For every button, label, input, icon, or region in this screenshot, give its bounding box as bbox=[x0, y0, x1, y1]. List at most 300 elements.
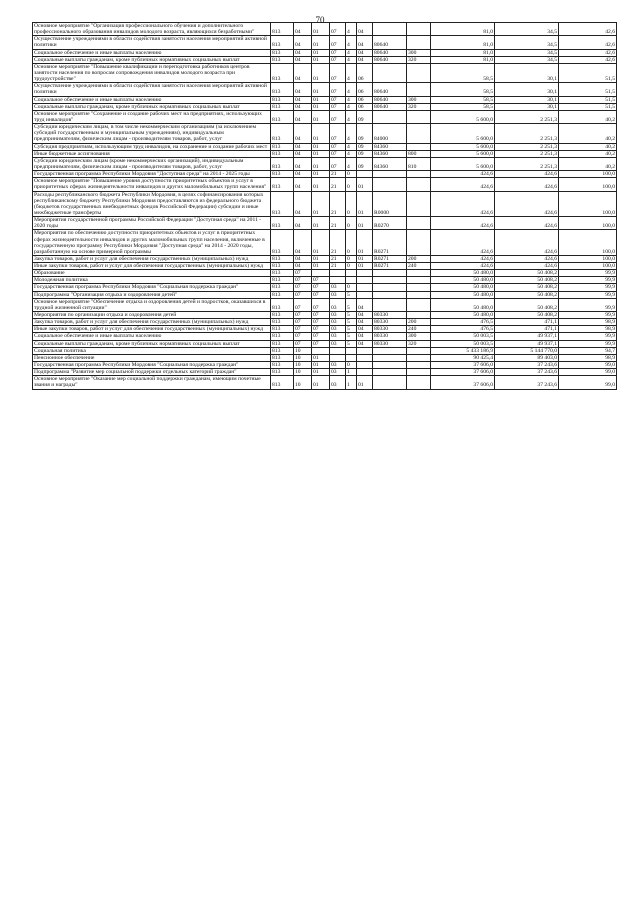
table-row bbox=[33, 376, 617, 389]
ministry-code: 813 bbox=[271, 23, 294, 36]
planned-amount: 50 480,0 bbox=[431, 277, 495, 284]
ministry-code: 813 bbox=[271, 284, 294, 291]
executed-amount: 424,6 bbox=[495, 178, 559, 191]
planned-amount: 50 480,0 bbox=[431, 312, 495, 319]
ministry-code: 813 bbox=[271, 96, 294, 103]
subsection-code: 01 bbox=[312, 96, 330, 103]
executed-amount: 2 251,3 bbox=[495, 124, 559, 143]
planned-amount: 81,0 bbox=[431, 36, 495, 49]
program-code bbox=[330, 347, 346, 354]
executed-amount: 424,6 bbox=[495, 171, 559, 178]
measure-code: 04 bbox=[357, 49, 373, 56]
section-code: 04 bbox=[294, 36, 312, 49]
executed-amount: 424,6 bbox=[495, 255, 559, 262]
subsection-code: 01 bbox=[312, 191, 330, 217]
program-code: 03 bbox=[330, 333, 346, 340]
execution-percent: 100,0 bbox=[559, 230, 617, 256]
planned-amount: 424,6 bbox=[431, 263, 495, 270]
planned-amount: 476,5 bbox=[431, 319, 495, 326]
execution-percent: 99,9 bbox=[559, 277, 617, 284]
executed-amount: 2 251,3 bbox=[495, 110, 559, 123]
table-row bbox=[33, 124, 617, 143]
execution-percent: 100,0 bbox=[559, 217, 617, 230]
subsection-code: 01 bbox=[312, 110, 330, 123]
row-name: Государственная программа Республики Мордовия "Доступная среда" на 2014 - 2025 годы bbox=[33, 171, 271, 178]
table-row bbox=[33, 178, 617, 191]
execution-percent: 100,0 bbox=[559, 178, 617, 191]
expense-type-code bbox=[407, 124, 431, 143]
execution-percent: 51,5 bbox=[559, 103, 617, 110]
direction-code bbox=[373, 284, 407, 291]
row-name: Социальные выплаты гражданам, кроме публичных нормативных социальных выплат bbox=[33, 340, 271, 347]
program-code: 07 bbox=[330, 143, 346, 150]
expense-type-code bbox=[407, 291, 431, 298]
program-code: 03 bbox=[330, 298, 346, 311]
program-code: 03 bbox=[330, 369, 346, 376]
executed-amount: 424,6 bbox=[495, 263, 559, 270]
expense-type-code bbox=[407, 298, 431, 311]
measure-code: 04 bbox=[357, 23, 373, 36]
executed-amount: 471,1 bbox=[495, 319, 559, 326]
measure-code: 06 bbox=[357, 96, 373, 103]
direction-code: 80640 bbox=[373, 56, 407, 63]
section-code: 07 bbox=[294, 270, 312, 277]
expense-type-code: 800 bbox=[407, 150, 431, 157]
ministry-code: 813 bbox=[271, 110, 294, 123]
expense-type-code bbox=[407, 191, 431, 217]
executed-amount: 2 251,3 bbox=[495, 157, 559, 170]
ministry-code: 813 bbox=[271, 143, 294, 150]
section-code: 07 bbox=[294, 326, 312, 333]
table-row bbox=[33, 110, 617, 123]
execution-percent: 40,2 bbox=[559, 124, 617, 143]
table-row bbox=[33, 171, 617, 178]
direction-code: R0271 bbox=[373, 255, 407, 262]
measure-code: 09 bbox=[357, 110, 373, 123]
subsection-code: 01 bbox=[312, 49, 330, 56]
subprogram-code: 1 bbox=[346, 369, 357, 376]
subsection-code: 07 bbox=[312, 298, 330, 311]
row-name: Социальное обеспечение и иные выплаты населению bbox=[33, 96, 271, 103]
section-code: 04 bbox=[294, 178, 312, 191]
section-code: 07 bbox=[294, 333, 312, 340]
table-row bbox=[33, 347, 617, 354]
section-code: 04 bbox=[294, 157, 312, 170]
row-name: Мероприятия государственной программы Российской Федерации "Доступная среда" на 2011 - 2020 годы bbox=[33, 217, 271, 230]
section-code: 04 bbox=[294, 143, 312, 150]
subsection-code: 01 bbox=[312, 376, 330, 389]
subsection-code: 01 bbox=[312, 150, 330, 157]
direction-code: 80330 bbox=[373, 319, 407, 326]
executed-amount: 37 243,6 bbox=[495, 369, 559, 376]
subsection-code: 01 bbox=[312, 143, 330, 150]
section-code: 04 bbox=[294, 103, 312, 110]
program-code: 07 bbox=[330, 36, 346, 49]
expense-type-code bbox=[407, 63, 431, 82]
executed-amount: 37 243,6 bbox=[495, 362, 559, 369]
ministry-code: 813 bbox=[271, 376, 294, 389]
execution-percent: 100,0 bbox=[559, 255, 617, 262]
planned-amount: 50 480,0 bbox=[431, 270, 495, 277]
row-name: Иные закупки товаров, работ и услуг для обеспечения государственных (муниципальных) нужд bbox=[33, 326, 271, 333]
table-row bbox=[33, 49, 617, 56]
measure-code bbox=[357, 270, 373, 277]
row-name: Основное мероприятие "Обеспечение отдыха и оздоровления детей и подростков, оказавшихся в трудной жизненной ситуации" bbox=[33, 298, 271, 311]
expense-type-code bbox=[407, 178, 431, 191]
subprogram-code: 4 bbox=[346, 143, 357, 150]
program-code: 07 bbox=[330, 110, 346, 123]
program-code: 03 bbox=[330, 326, 346, 333]
execution-percent: 98,9 bbox=[559, 319, 617, 326]
executed-amount: 2 251,3 bbox=[495, 150, 559, 157]
row-name: Государственная программа Республики Мордовия "Социальная поддержка граждан" bbox=[33, 284, 271, 291]
planned-amount: 476,5 bbox=[431, 326, 495, 333]
ministry-code: 813 bbox=[271, 255, 294, 262]
subprogram-code bbox=[346, 347, 357, 354]
measure-code: 09 bbox=[357, 124, 373, 143]
program-code bbox=[330, 354, 346, 361]
direction-code bbox=[373, 270, 407, 277]
table-row bbox=[33, 157, 617, 170]
row-name: Пенсионное обеспечение bbox=[33, 354, 271, 361]
measure-code bbox=[357, 277, 373, 284]
subprogram-code: 5 bbox=[346, 291, 357, 298]
subsection-code: 01 bbox=[312, 217, 330, 230]
table-row bbox=[33, 291, 617, 298]
row-name: Субсидия предприятиям, использующим труд инвалидов, на сохранение и создание рабочих мест bbox=[33, 143, 271, 150]
planned-amount: 424,6 bbox=[431, 191, 495, 217]
subsection-code: 01 bbox=[312, 83, 330, 96]
executed-amount: 49 937,1 bbox=[495, 333, 559, 340]
section-code: 10 bbox=[294, 376, 312, 389]
expense-type-code bbox=[407, 270, 431, 277]
ministry-code: 813 bbox=[271, 340, 294, 347]
direction-code bbox=[373, 354, 407, 361]
execution-percent: 98,9 bbox=[559, 326, 617, 333]
table-row bbox=[33, 354, 617, 361]
direction-code bbox=[373, 63, 407, 82]
subprogram-code: 0 bbox=[346, 178, 357, 191]
program-code bbox=[330, 277, 346, 284]
subsection-code: 01 bbox=[312, 23, 330, 36]
expense-type-code: 320 bbox=[407, 103, 431, 110]
planned-amount: 5 600,0 bbox=[431, 110, 495, 123]
expense-type-code bbox=[407, 36, 431, 49]
executed-amount: 50 408,2 bbox=[495, 284, 559, 291]
row-name: Основное мероприятие "Повышение уровня доступности приоритетных объектов и услуг в приоритетных сферах жизнедеятельности инвалидов и других маломобильных групп населения" bbox=[33, 178, 271, 191]
direction-code: R0000 bbox=[373, 191, 407, 217]
row-name: Мероприятия по обеспечению доступности приоритетных объектов и услуг в приоритетных сферах жизнедеятельности инвалидов и других маломобильных групп населения, включенные в государственную программу Республики Мордовия "Доступная среда" на 2014 - 2020 годы, разработанную на основе примерной программы bbox=[33, 230, 271, 256]
planned-amount: 424,6 bbox=[431, 178, 495, 191]
measure-code: 01 bbox=[357, 191, 373, 217]
subsection-code: 01 bbox=[312, 56, 330, 63]
subprogram-code bbox=[346, 277, 357, 284]
table-row bbox=[33, 56, 617, 63]
subsection-code: 01 bbox=[312, 124, 330, 143]
program-code: 07 bbox=[330, 83, 346, 96]
direction-code: R0271 bbox=[373, 263, 407, 270]
section-code: 07 bbox=[294, 298, 312, 311]
planned-amount: 424,6 bbox=[431, 171, 495, 178]
executed-amount: 34,5 bbox=[495, 49, 559, 56]
execution-percent: 40,2 bbox=[559, 157, 617, 170]
planned-amount: 424,6 bbox=[431, 217, 495, 230]
expense-type-code bbox=[407, 83, 431, 96]
executed-amount: 37 243,6 bbox=[495, 376, 559, 389]
expense-type-code: 300 bbox=[407, 96, 431, 103]
table-row bbox=[33, 340, 617, 347]
execution-percent: 99,0 bbox=[559, 362, 617, 369]
measure-code bbox=[357, 284, 373, 291]
subprogram-code: 0 bbox=[346, 255, 357, 262]
table-row bbox=[33, 63, 617, 82]
measure-code: 06 bbox=[357, 63, 373, 82]
table-row bbox=[33, 96, 617, 103]
budget-table bbox=[32, 22, 617, 390]
subprogram-code: 0 bbox=[346, 362, 357, 369]
program-code: 21 bbox=[330, 178, 346, 191]
direction-code: R0271 bbox=[373, 230, 407, 256]
execution-percent: 99,9 bbox=[559, 284, 617, 291]
section-code: 07 bbox=[294, 340, 312, 347]
section-code: 04 bbox=[294, 191, 312, 217]
table-row bbox=[33, 83, 617, 96]
section-code: 04 bbox=[294, 49, 312, 56]
direction-code: 80640 bbox=[373, 49, 407, 56]
subprogram-code: 1 bbox=[346, 376, 357, 389]
section-code: 07 bbox=[294, 291, 312, 298]
row-name: Закупка товаров, работ и услуг для обеспечения государственных (муниципальных) нужд bbox=[33, 319, 271, 326]
row-name: Основное мероприятие "Сохранение и создание рабочих мест на предприятиях, использующих труд инвалидов" bbox=[33, 110, 271, 123]
ministry-code: 813 bbox=[271, 36, 294, 49]
subsection-code bbox=[312, 347, 330, 354]
subsection-code bbox=[312, 270, 330, 277]
subprogram-code: 5 bbox=[346, 319, 357, 326]
table-row bbox=[33, 255, 617, 262]
subsection-code: 07 bbox=[312, 319, 330, 326]
expense-type-code bbox=[407, 376, 431, 389]
row-name: Расходы республиканского бюджета Республики Мордовия, в целях софинансирования которых республиканскому бюджету Республики Мордовия предоставляются из федерального бюджета (бюджетов государственных внебюджетных фондов Российской Федерации) субсидии и иные межбюджетные трансферты bbox=[33, 191, 271, 217]
section-code: 04 bbox=[294, 23, 312, 36]
table-row bbox=[33, 270, 617, 277]
subsection-code: 01 bbox=[312, 230, 330, 256]
program-code: 03 bbox=[330, 291, 346, 298]
subprogram-code bbox=[346, 270, 357, 277]
execution-percent: 51,5 bbox=[559, 83, 617, 96]
execution-percent: 100,0 bbox=[559, 191, 617, 217]
execution-percent: 40,2 bbox=[559, 143, 617, 150]
measure-code: 04 bbox=[357, 326, 373, 333]
direction-code: 80640 bbox=[373, 36, 407, 49]
direction-code: R0270 bbox=[373, 217, 407, 230]
subprogram-code: 0 bbox=[346, 230, 357, 256]
execution-percent: 51,5 bbox=[559, 96, 617, 103]
execution-percent: 100,0 bbox=[559, 263, 617, 270]
direction-code bbox=[373, 362, 407, 369]
table-row bbox=[33, 263, 617, 270]
ministry-code: 813 bbox=[271, 124, 294, 143]
section-code: 10 bbox=[294, 369, 312, 376]
direction-code bbox=[373, 110, 407, 123]
direction-code: 80330 bbox=[373, 333, 407, 340]
section-code: 04 bbox=[294, 230, 312, 256]
executed-amount: 34,5 bbox=[495, 56, 559, 63]
planned-amount: 58,5 bbox=[431, 63, 495, 82]
execution-percent: 100,0 bbox=[559, 171, 617, 178]
direction-code: 84360 bbox=[373, 143, 407, 150]
direction-code bbox=[373, 178, 407, 191]
execution-percent: 99,9 bbox=[559, 291, 617, 298]
row-name: Подпрограмма "Развитие мер социальной поддержки отдельных категорий граждан" bbox=[33, 369, 271, 376]
planned-amount: 58,5 bbox=[431, 103, 495, 110]
row-name: Социальные выплаты гражданам, кроме публичных нормативных социальных выплат bbox=[33, 56, 271, 63]
expense-type-code bbox=[407, 284, 431, 291]
program-code: 07 bbox=[330, 23, 346, 36]
subsection-code: 07 bbox=[312, 326, 330, 333]
measure-code: 09 bbox=[357, 157, 373, 170]
ministry-code: 813 bbox=[271, 326, 294, 333]
program-code bbox=[330, 270, 346, 277]
section-code: 07 bbox=[294, 312, 312, 319]
planned-amount: 5 600,0 bbox=[431, 143, 495, 150]
execution-percent: 99,9 bbox=[559, 340, 617, 347]
expense-type-code bbox=[407, 312, 431, 319]
expense-type-code bbox=[407, 143, 431, 150]
executed-amount: 424,6 bbox=[495, 230, 559, 256]
ministry-code: 813 bbox=[271, 263, 294, 270]
measure-code bbox=[357, 347, 373, 354]
expense-type-code bbox=[407, 277, 431, 284]
executed-amount: 30,1 bbox=[495, 83, 559, 96]
expense-type-code: 320 bbox=[407, 56, 431, 63]
section-code: 04 bbox=[294, 124, 312, 143]
subprogram-code: 5 bbox=[346, 298, 357, 311]
row-name: Осуществление учреждениями в области содействия занятости населения мероприятий активной политики bbox=[33, 36, 271, 49]
measure-code bbox=[357, 354, 373, 361]
expense-type-code bbox=[407, 354, 431, 361]
planned-amount: 50 480,0 bbox=[431, 284, 495, 291]
planned-amount: 81,0 bbox=[431, 56, 495, 63]
program-code: 21 bbox=[330, 255, 346, 262]
program-code: 21 bbox=[330, 171, 346, 178]
page-number: 70 bbox=[315, 15, 325, 25]
execution-percent: 42,6 bbox=[559, 36, 617, 49]
row-name: Субсидии юридическим лицам (кроме некоммерческих организаций), индивидуальным предпринимателям, физическим лицам - производителям товаров, работ, услуг bbox=[33, 157, 271, 170]
measure-code: 06 bbox=[357, 83, 373, 96]
subprogram-code: 4 bbox=[346, 110, 357, 123]
expense-type-code bbox=[407, 347, 431, 354]
subprogram-code: 4 bbox=[346, 150, 357, 157]
executed-amount: 50 408,2 bbox=[495, 312, 559, 319]
table-row bbox=[33, 326, 617, 333]
direction-code bbox=[373, 277, 407, 284]
execution-percent: 42,6 bbox=[559, 56, 617, 63]
direction-code: 84360 bbox=[373, 157, 407, 170]
ministry-code: 813 bbox=[271, 171, 294, 178]
direction-code: 80330 bbox=[373, 340, 407, 347]
planned-amount: 50 003,5 bbox=[431, 340, 495, 347]
measure-code: 01 bbox=[357, 217, 373, 230]
ministry-code: 813 bbox=[271, 333, 294, 340]
planned-amount: 424,6 bbox=[431, 255, 495, 262]
program-code: 03 bbox=[330, 362, 346, 369]
planned-amount: 58,5 bbox=[431, 83, 495, 96]
execution-percent: 98,9 bbox=[559, 354, 617, 361]
planned-amount: 5 433 186,9 bbox=[431, 347, 495, 354]
expense-type-code: 240 bbox=[407, 326, 431, 333]
ministry-code: 813 bbox=[271, 319, 294, 326]
executed-amount: 30,1 bbox=[495, 63, 559, 82]
executed-amount: 89 403,0 bbox=[495, 354, 559, 361]
expense-type-code: 200 bbox=[407, 319, 431, 326]
row-name: Иные закупки товаров, работ и услуг для обеспечения государственных (муниципальных) нужд bbox=[33, 263, 271, 270]
execution-percent: 40,2 bbox=[559, 110, 617, 123]
ministry-code: 813 bbox=[271, 191, 294, 217]
subprogram-code: 4 bbox=[346, 157, 357, 170]
row-name: Иные бюджетные ассигнования bbox=[33, 150, 271, 157]
execution-percent: 94,7 bbox=[559, 347, 617, 354]
subprogram-code bbox=[346, 354, 357, 361]
subprogram-code: 0 bbox=[346, 263, 357, 270]
measure-code bbox=[357, 362, 373, 369]
ministry-code: 813 bbox=[271, 277, 294, 284]
planned-amount: 50 480,0 bbox=[431, 291, 495, 298]
ministry-code: 813 bbox=[271, 49, 294, 56]
subsection-code: 01 bbox=[312, 362, 330, 369]
measure-code: 04 bbox=[357, 56, 373, 63]
subprogram-code: 4 bbox=[346, 124, 357, 143]
ministry-code: 813 bbox=[271, 157, 294, 170]
subprogram-code: 4 bbox=[346, 83, 357, 96]
executed-amount: 424,6 bbox=[495, 191, 559, 217]
program-code: 03 bbox=[330, 319, 346, 326]
subprogram-code: 0 bbox=[346, 191, 357, 217]
expense-type-code bbox=[407, 217, 431, 230]
executed-amount: 2 251,3 bbox=[495, 143, 559, 150]
direction-code: 80330 bbox=[373, 312, 407, 319]
subsection-code: 01 bbox=[312, 255, 330, 262]
ministry-code: 813 bbox=[271, 369, 294, 376]
planned-amount: 81,0 bbox=[431, 49, 495, 56]
budget-table-body bbox=[33, 23, 617, 390]
direction-code bbox=[373, 171, 407, 178]
expense-type-code: 300 bbox=[407, 333, 431, 340]
execution-percent: 42,6 bbox=[559, 49, 617, 56]
program-code: 21 bbox=[330, 191, 346, 217]
ministry-code: 813 bbox=[271, 291, 294, 298]
ministry-code: 813 bbox=[271, 63, 294, 82]
subsection-code: 01 bbox=[312, 354, 330, 361]
planned-amount: 5 600,0 bbox=[431, 157, 495, 170]
table-row bbox=[33, 36, 617, 49]
section-code: 04 bbox=[294, 96, 312, 103]
planned-amount: 90 425,4 bbox=[431, 354, 495, 361]
program-code: 21 bbox=[330, 263, 346, 270]
table-row bbox=[33, 23, 617, 36]
expense-type-code: 200 bbox=[407, 255, 431, 262]
executed-amount: 424,6 bbox=[495, 217, 559, 230]
executed-amount: 30,1 bbox=[495, 96, 559, 103]
program-code: 07 bbox=[330, 157, 346, 170]
ministry-code: 813 bbox=[271, 298, 294, 311]
planned-amount: 50 003,5 bbox=[431, 333, 495, 340]
row-name: Социальное обеспечение и иные выплаты населению bbox=[33, 49, 271, 56]
measure-code bbox=[357, 291, 373, 298]
row-name: Государственная программа Республики Мордовия "Социальная поддержка граждан" bbox=[33, 362, 271, 369]
row-name: Молодежная политика bbox=[33, 277, 271, 284]
subsection-code: 07 bbox=[312, 291, 330, 298]
row-name: Социальное обеспечение и иные выплаты населению bbox=[33, 333, 271, 340]
